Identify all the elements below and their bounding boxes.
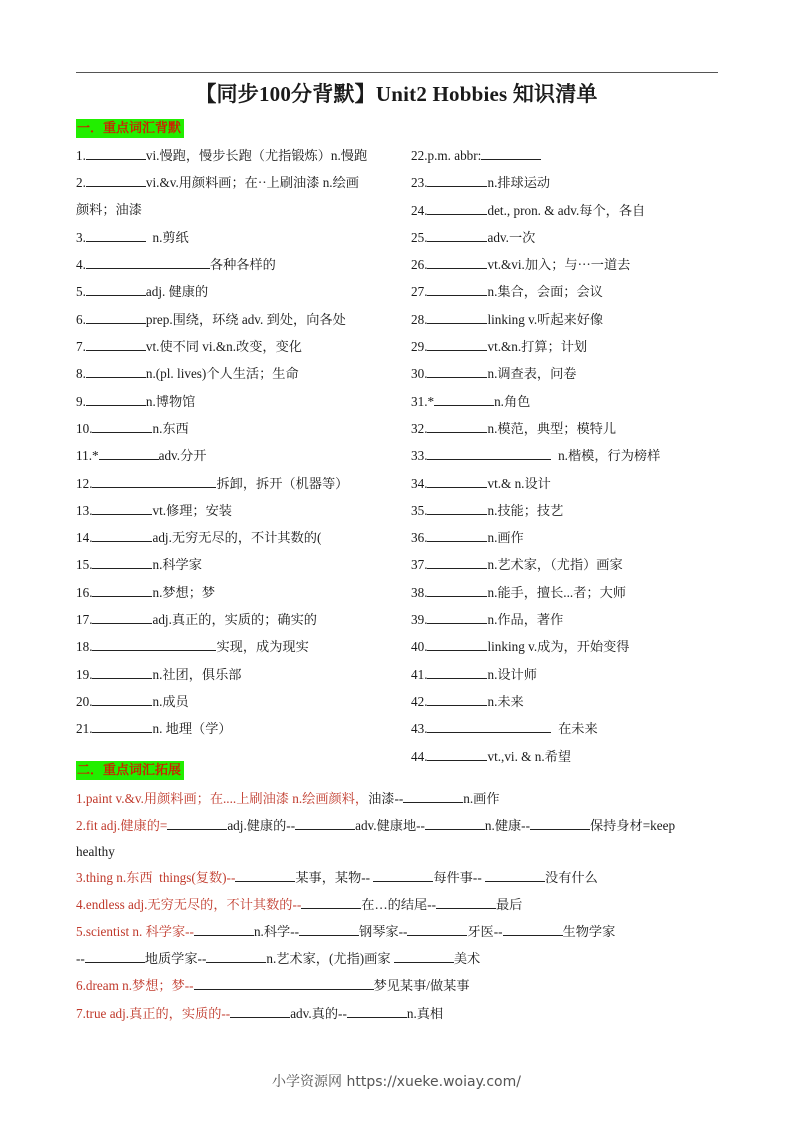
item-number: 28.: [411, 311, 428, 327]
extension-text: n.画作: [463, 791, 500, 806]
answer-blank[interactable]: [530, 816, 590, 830]
vocab-item: [76, 228, 406, 255]
item-definition: n.艺术家，（尤指）画家: [487, 557, 623, 573]
answer-blank[interactable]: [427, 528, 487, 542]
answer-blank[interactable]: [481, 146, 541, 160]
extension-line: [76, 789, 726, 807]
item-number: 30.: [411, 366, 428, 382]
item-number: 17.: [76, 612, 93, 628]
item-number: 2.: [76, 175, 86, 191]
extension-line: [76, 843, 726, 860]
item-number: 14.: [76, 530, 93, 546]
extension-text: 在…的结尾--: [361, 897, 436, 912]
item-number: 40.: [411, 639, 428, 655]
vocab-item: [76, 255, 406, 282]
extension-text: 牙医--: [467, 924, 503, 939]
answer-blank[interactable]: [427, 201, 487, 215]
vocab-item: [411, 228, 721, 255]
vocab-item: [76, 282, 406, 309]
item-number: 34.: [411, 475, 428, 491]
item-number: 21.: [76, 721, 93, 737]
extension-text: healthy: [76, 844, 115, 859]
item-number: 38.: [411, 584, 428, 600]
answer-blank[interactable]: [427, 637, 487, 651]
item-definition: adv.分开: [158, 448, 207, 464]
item-definition: n.未来: [487, 693, 524, 709]
item-number: 39.: [411, 612, 428, 628]
item-definition: n.设计师: [487, 666, 537, 682]
item-number: 7.: [76, 339, 86, 355]
vocab-item: [76, 665, 406, 692]
vocab-item: [76, 501, 406, 528]
item-definition: n.模范，典型；模特儿: [487, 420, 617, 436]
item-number: 19.: [76, 666, 93, 682]
headword-text: 2.fit adj.健康的=: [76, 818, 168, 833]
vocab-item: [411, 555, 721, 582]
vocab-item: [76, 555, 406, 582]
answer-blank[interactable]: [167, 816, 227, 830]
item-number: 4.: [76, 257, 86, 273]
answer-blank[interactable]: [427, 364, 487, 378]
vocab-item: [411, 255, 721, 282]
item-definition: n.楷模，行为榜样: [551, 448, 661, 464]
answer-blank[interactable]: [92, 419, 152, 433]
item-definition: n.社团，俱乐部: [152, 666, 242, 682]
answer-blank[interactable]: [427, 555, 487, 569]
document-title: 【同步100分背默】Unit2 Hobbies 知识清单: [195, 82, 598, 106]
item-number: 26.: [411, 257, 428, 273]
answer-blank[interactable]: [86, 228, 146, 242]
extension-text: n.艺术家，(尤指)画家: [266, 951, 394, 966]
answer-blank[interactable]: [427, 474, 487, 488]
extension-text: 最后: [496, 897, 523, 912]
answer-blank[interactable]: [92, 719, 152, 733]
extension-line: [76, 895, 726, 913]
answer-blank[interactable]: [92, 583, 152, 597]
item-number: 33.: [411, 448, 428, 464]
item-definition: vt.修理；安装: [152, 502, 232, 518]
item-definition: 拆卸，拆开（机器等）: [216, 475, 349, 491]
vocab-item: [411, 719, 721, 746]
item-definition: prep.围绕，环绕 adv. 到处，向各处: [145, 311, 346, 327]
answer-blank[interactable]: [92, 665, 152, 679]
item-number: 27.: [411, 284, 428, 300]
answer-blank[interactable]: [235, 868, 295, 882]
answer-blank[interactable]: [92, 501, 152, 515]
vocab-item: [76, 173, 406, 200]
item-definition: adj. 健康的: [145, 284, 209, 300]
answer-blank[interactable]: [427, 282, 487, 296]
item-number: 5.: [76, 284, 86, 300]
extension-text: adv.健康地--: [355, 818, 425, 833]
item-number: 15.: [76, 557, 93, 573]
answer-blank[interactable]: [485, 868, 545, 882]
answer-blank[interactable]: [92, 528, 152, 542]
extension-text: n.真相: [406, 1006, 444, 1021]
vocab-item: [411, 528, 721, 555]
item-definition: n.作品，著作: [487, 612, 564, 628]
answer-blank[interactable]: [434, 392, 494, 406]
vocab-item: [76, 719, 406, 746]
extension-text: --: [76, 951, 85, 966]
item-number: 3.: [76, 229, 86, 245]
answer-blank[interactable]: [427, 665, 487, 679]
item-definition: 实现，成为现实: [216, 639, 309, 655]
vocab-item-continued: 颜料；油漆: [76, 201, 142, 217]
vocab-item: [411, 474, 721, 501]
item-definition: n.集合，会面；会议: [487, 284, 603, 300]
answer-blank[interactable]: [86, 255, 210, 269]
item-number: 42.: [411, 693, 428, 709]
item-definition: n. 地理（学）: [152, 721, 232, 737]
item-definition: 在未来: [551, 721, 598, 737]
answer-blank[interactable]: [403, 789, 463, 803]
answer-blank[interactable]: [427, 501, 487, 515]
item-definition: vi.&v.用颜料画；在··上刷油漆 n.绘画: [145, 175, 359, 191]
answer-blank[interactable]: [92, 637, 216, 651]
extension-text: 每件事--: [433, 870, 486, 885]
vocab-item: [411, 310, 721, 337]
headword-text: 4.endless adj.无穷无尽的，不计其数的--: [76, 897, 302, 912]
section-2-heading: 二．重点词汇拓展: [76, 761, 184, 780]
answer-blank[interactable]: [206, 949, 266, 963]
extension-line: [76, 922, 726, 940]
answer-blank[interactable]: [436, 895, 496, 909]
vocab-item: [76, 392, 406, 419]
extension-text: 地质学家--: [144, 951, 207, 966]
item-number: 20.: [76, 693, 93, 709]
page-footer: 小学资源网 https://xueke.woiay.com/: [272, 1074, 521, 1090]
answer-blank[interactable]: [301, 895, 361, 909]
extension-line: [76, 949, 726, 967]
answer-blank[interactable]: [86, 364, 146, 378]
item-number: 41.: [411, 666, 428, 682]
headword-text: 1.paint v.&v.用颜料画；在....上刷油漆 n.绘画颜料，: [76, 791, 369, 806]
extension-text: 油漆--: [368, 791, 404, 806]
section-1-heading: 一．重点词汇背默: [76, 119, 184, 138]
answer-blank[interactable]: [425, 816, 485, 830]
answer-blank[interactable]: [86, 173, 146, 187]
item-number: 44.: [411, 748, 428, 764]
answer-blank[interactable]: [427, 747, 487, 761]
item-definition: adj.无穷无尽的，不计其数的(: [152, 530, 322, 546]
item-number: 8.: [76, 366, 86, 382]
vocab-item: [76, 692, 406, 719]
vocab-item: [411, 637, 721, 664]
vocab-item: [76, 337, 406, 364]
item-definition: n.角色: [494, 393, 531, 409]
item-definition: n.梦想；梦: [152, 584, 216, 600]
item-definition: n.画作: [487, 530, 524, 546]
answer-blank[interactable]: [427, 337, 487, 351]
vocab-item: [76, 146, 406, 173]
extension-text: 某事，某物--: [295, 870, 374, 885]
vocab-item: [76, 364, 406, 391]
item-definition: n.技能；技艺: [487, 502, 564, 518]
vocab-item: [76, 310, 406, 337]
item-definition: linking v.成为，开始变得: [487, 639, 630, 655]
item-number: 29.: [411, 339, 428, 355]
answer-blank[interactable]: [92, 610, 152, 624]
answer-blank[interactable]: [427, 255, 487, 269]
vocab-item: [411, 337, 721, 364]
answer-blank[interactable]: [194, 922, 254, 936]
item-definition: n.成员: [152, 693, 189, 709]
vocab-item: [411, 364, 721, 391]
item-number: 43.: [411, 721, 428, 737]
item-definition: adv.一次: [487, 229, 536, 245]
extension-text: n.健康--: [484, 818, 530, 833]
headword-text: 3.thing n.东西 things(复数)--: [76, 870, 236, 885]
item-definition: n.能手，擅长...者；大师: [487, 584, 626, 600]
vocab-list-left: [76, 146, 406, 747]
item-definition: n.(pl. lives)个人生活；生命: [145, 366, 299, 382]
vocab-item: [76, 583, 406, 610]
answer-blank[interactable]: [299, 922, 359, 936]
vocab-item: [76, 528, 406, 555]
item-number: 23.: [411, 175, 428, 191]
answer-blank[interactable]: [427, 610, 487, 624]
headword-text: 5.scientist n. 科学家--: [76, 924, 194, 939]
item-number: 37.: [411, 557, 428, 573]
answer-blank[interactable]: [347, 1004, 407, 1018]
item-definition: n.调查表，问卷: [487, 366, 577, 382]
answer-blank[interactable]: [427, 419, 487, 433]
vocab-list-right: [411, 146, 721, 774]
vocab-item: [411, 692, 721, 719]
answer-blank[interactable]: [503, 922, 563, 936]
answer-blank[interactable]: [427, 446, 551, 460]
headword-text: 7.true adj.真正的，实质的--: [76, 1006, 231, 1021]
vocab-item: [76, 419, 406, 446]
item-definition: 各种各样的: [209, 257, 276, 273]
vocab-item: [411, 446, 721, 473]
item-number: 6.: [76, 311, 86, 327]
answer-blank[interactable]: [427, 692, 487, 706]
extension-text: adj.健康的--: [227, 818, 296, 833]
answer-blank[interactable]: [295, 816, 355, 830]
vocab-item: [411, 665, 721, 692]
vocab-item: [411, 392, 721, 419]
answer-blank[interactable]: [85, 949, 145, 963]
extension-text: 美术: [453, 951, 481, 966]
item-number: 25.: [411, 229, 428, 245]
item-number: 35.: [411, 502, 428, 518]
item-definition: vt.&vi.加入；与···一道去: [487, 257, 631, 273]
extension-text: 钢琴家--: [359, 924, 408, 939]
header-rule: [76, 72, 718, 73]
answer-blank[interactable]: [92, 692, 152, 706]
extension-text: 没有什么: [545, 870, 598, 885]
item-definition: n.排球运动: [487, 175, 551, 191]
answer-blank[interactable]: [86, 310, 146, 324]
item-number: 1.: [76, 148, 86, 163]
answer-blank[interactable]: [427, 583, 487, 597]
vocab-item: [76, 637, 406, 664]
item-number: 9.: [76, 393, 86, 409]
item-number: 32.: [411, 420, 428, 436]
answer-blank[interactable]: [86, 282, 146, 296]
item-number: 16.: [76, 584, 93, 600]
item-definition: n.科学家: [152, 557, 202, 573]
extension-text: n.科学--: [253, 924, 300, 939]
item-number: 12.: [76, 475, 93, 491]
extension-text: 梦见某事/做某事: [373, 978, 470, 993]
vocab-item: [411, 282, 721, 309]
headword-text: 6.dream n.梦想；梦--: [76, 978, 194, 993]
answer-blank[interactable]: [427, 173, 487, 187]
answer-blank[interactable]: [394, 949, 454, 963]
item-definition: vt.使不同 vi.&n.改变，变化: [145, 339, 302, 355]
item-number: 22.p.m. abbr:: [411, 148, 482, 163]
item-definition: n.剪纸: [145, 229, 189, 245]
answer-blank[interactable]: [427, 719, 551, 733]
answer-blank[interactable]: [230, 1004, 290, 1018]
vocab-item: [411, 501, 721, 528]
extension-text: 生物学家: [562, 924, 616, 939]
extension-line: [76, 976, 726, 994]
item-definition: n.博物馆: [145, 393, 196, 409]
extension-line: [76, 868, 726, 886]
item-number: 24.: [411, 202, 428, 218]
vocab-item: [411, 583, 721, 610]
answer-blank[interactable]: [427, 228, 487, 242]
answer-blank[interactable]: [194, 976, 374, 990]
item-definition: det., pron. & adv.每个，各自: [487, 202, 646, 218]
vocab-item: [411, 610, 721, 637]
vocab-item: [411, 173, 721, 200]
item-number: 18.: [76, 639, 93, 655]
extension-line: [76, 816, 726, 834]
extension-line: [76, 1004, 726, 1022]
extension-text: 保持身材=keep: [589, 818, 676, 833]
answer-blank[interactable]: [373, 868, 433, 882]
item-definition: adj.真正的，实质的；确实的: [152, 612, 317, 628]
item-definition: vt.,vi. & n.希望: [487, 748, 572, 764]
answer-blank[interactable]: [86, 337, 146, 351]
item-number: 13.: [76, 502, 93, 518]
vocab-item: [76, 610, 406, 637]
answer-blank[interactable]: [86, 146, 146, 160]
answer-blank[interactable]: [427, 310, 487, 324]
item-number: 36.: [411, 530, 428, 546]
item-number: 11.*: [76, 448, 99, 464]
answer-blank[interactable]: [92, 474, 216, 488]
item-definition: vt.&n.打算；计划: [487, 339, 588, 355]
item-definition: linking v.听起来好像: [487, 311, 604, 327]
extension-text: adv.真的--: [290, 1006, 347, 1021]
vocab-item: [76, 446, 406, 473]
vocab-item: [76, 474, 406, 501]
item-definition: n.东西: [152, 420, 189, 436]
item-number: 10.: [76, 420, 93, 436]
item-definition: vi.慢跑，慢步长跑（尤指锻炼）n.慢跑: [145, 148, 368, 163]
vocab-item: [411, 146, 721, 173]
item-definition: vt.& n.设计: [487, 475, 551, 491]
vocab-item: [411, 201, 721, 228]
vocab-item: [411, 747, 721, 774]
answer-blank[interactable]: [86, 392, 146, 406]
answer-blank[interactable]: [99, 446, 159, 460]
vocab-item: [411, 419, 721, 446]
answer-blank[interactable]: [92, 555, 152, 569]
item-number: 31.*: [411, 393, 435, 409]
answer-blank[interactable]: [407, 922, 467, 936]
